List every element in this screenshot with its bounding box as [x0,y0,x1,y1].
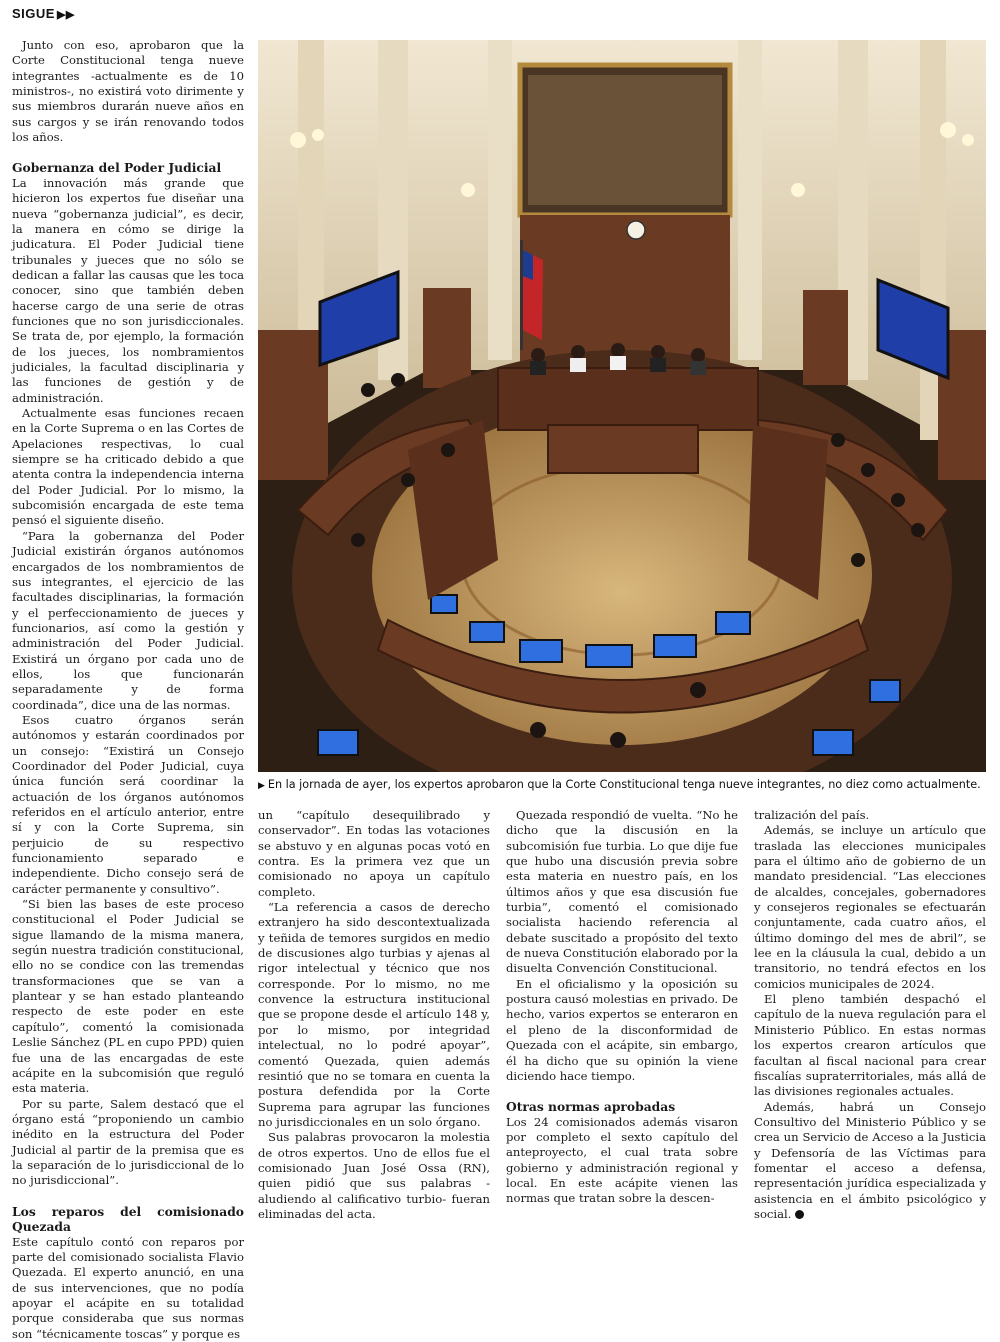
paragraph: tralización del país. [754,808,870,822]
article-column-4 [754,808,986,1222]
paragraph: Los 24 comisionados además visaron por completo el sexto capítulo del anteproyecto, el cual trata sobre gobierno y administración regional y local. En este acápite vienen las normas que tratan sobre la descen- [506,1114,738,1206]
paragraph: La innovación más grande que hicieron los expertos fue diseñar una nueva “gobernanza judicial”, es decir, la manera en cómo se dirige la judicatura. El Poder Judicial tiene tribunales y jueces que no sólo se dedican a fallar las causas que les toca conocer, sino que también deben hacerse cargo de una serie de otras funciones que no son jurisdiccionales. Se trata de, por ejemplo, la formación de los jueces, los nombramientos judiciales, la facultad disciplinaria y las funciones de gestión y de administración. [12,175,244,405]
paragraph: Además, se incluye un artículo que traslada las elecciones municipales para el último año de gobierno de un mandato presidencial. “Las elecciones de alcaldes, concejales, gobernadores y consejeros regionales se efectuarán conjuntamente, cada cuatro años, el último domingo del mes de abril”, se lee en la cláusula la cual, debido a un transitorio, no tendrá efectos en los comicios municipales de 2024. [754,823,986,991]
continue-text: SIGUE [12,6,55,21]
paragraph: Por su parte, Salem destacó que el órgano está “proponiendo un cambio inédito en la estructura del Poder Judicial al partir de la premisa que es la separación de lo jurisdiccional de lo no jurisdiccional”. [12,1096,244,1188]
caption-triangle-icon: ▶ [258,781,265,791]
end-mark-icon [795,1210,804,1219]
paragraph: Junto con eso, aprobaron que la Corte Constitucional tenga nueve integrantes -actualmente es de 10 ministros-, no existirá voto dirimente y sus miembros durarán nueve años en sus cargos y se irán renovando todos los años. [12,38,244,145]
paragraph: Actualmente esas funciones recaen en la Corte Suprema o en las Cortes de Apelaciones respectivas, lo cual siempre se ha criticado debido a que atenta contra la independencia interna del Poder Judicial. Por lo mismo, la subcomisión encargada de este tema pensó el siguiente diseño. [12,406,244,528]
subheading-otras-normas: Otras normas aprobadas [506,1099,676,1115]
article-column-2 [258,808,490,1222]
article-column-3 [506,808,738,1207]
chamber-photo [258,40,986,772]
subheading-gobernanza: Gobernanza del Poder Judicial [12,160,222,176]
paragraph: El pleno también despachó el capítulo de la nueva regulación para el Ministerio Público. En estas normas los expertos crearon artículos que facultan al fiscal nacional para crear fiscalías supraterritoriales, más allá de las divisiones regionales actuales. [754,992,986,1099]
paragraph: “Para la gobernanza del Poder Judicial existirán órganos autónomos encargados de los nombramientos de sus integrantes, el ejercicio de las facultades disciplinarias, la formación y el perfeccionamiento de jueces y funcionarios, así como la gestión y administración del Poder Judicial. Existirá un órgano por cada uno de ellos, los que funcionarán separadamente y de forma coordinada”, dice una de las normas. [12,528,244,712]
double-arrow-icon: ▶▶ [56,9,75,21]
paragraph: Este capítulo contó con reparos por parte del comisionado socialista Flavio Quezada. El experto anunció, en una de sus intervenciones, que no podía apoyar el acápite en su totalidad porque consideraba que sus normas son “técnicamente toscas” y porque es [12,1234,244,1341]
paragraph: un “capítulo desequilibrado y conservador”. En todas las votaciones se abstuvo y en algunas pocas votó en contra. Es la primera vez que un comisionado no apoya un capítulo completo. [258,808,490,899]
article-column-1 [12,38,244,1342]
subheading-reparos: Los reparos del comisionado Quezada [12,1203,244,1235]
chamber-illustration [258,40,986,772]
caption-text: En la jornada de ayer, los expertos aprobaron que la Corte Constitucional tenga nueve integrantes, no diez como actualmente. [267,778,981,791]
paragraph: Esos cuatro órganos serán autónomos y estarán coordinados por un consejo: “Existirá un Consejo Coordinador del Poder Judicial, cuya única función será coordinar la actuación de los órganos autónomos referidos en el artículo anterior, entre sí y con la Corte Suprema, sin perjuicio de su respectivo funcionamiento separado e independiente. Dicho consejo será de carácter permanente y consultivo”. [12,712,244,896]
paragraph: Quezada respondió de vuelta. “No he dicho que la discusión en la subcomisión fue turbia. Lo que dije fue que hubo una discusión previa sobre esta materia en nuestro país, en los últimos años y que esa discusión fue turbia”, comentó el comisionado socialista haciendo referencia al debate suscitado a propósito del texto de nueva Constitución elaborado por la disuelta Convención Constitucional. [506,808,738,976]
paragraph-final [754,1100,986,1223]
paragraph: “La referencia a casos de derecho extranjero ha sido descontextualizada y teñida de temores surgidos en medio de discusiones algo turbias y ajenas al rigor intelectual y técnico que nos corresponde. Por lo mismo, no me convence la estructura institucional que se propone desde el artículo 148 y, por lo mismo, por integridad intelectual, no lo podré apoyar”, comentó Quezada, quien además resintió que no se tomara en cuenta la postura defendida por la Corte Suprema para agrupar las funciones no jurisdiccionales en un solo órgano. [258,900,490,1129]
paragraph: Sus palabras provocaron la molestia de otros expertos. Uno de ellos fue el comisionado Juan José Ossa (RN), quien pidió que sus palabras -aludiendo al calificativo turbio- fueran eliminadas del acta. [258,1130,490,1221]
paragraph: “Si bien las bases de este proceso constitucional el Poder Judicial se sigue llamando de la misma manera, según nuestra tradición constitucional, ello no se condice con las tremendas transformaciones que se van a plantear y se han estado planteando respecto de este poder en este capítulo”, comentó la comisionada Leslie Sánchez (PL en cupo PPD) quien fue una de las encargadas de este acápite en la subcomisión que reguló esta materia. [12,897,244,1096]
paragraph: En el oficialismo y la oposición su postura causó molestias en privado. De hecho, varios expertos se enteraron en el pleno de la disconformidad de Quezada con el acápite, sin embargo, él ha dicho que su opinión la viene diciendo hace tiempo. [506,976,738,1083]
photo-caption [258,777,986,794]
continue-label [12,6,75,21]
final-text: Además, habrá un Consejo Consultivo del Ministerio Público y se crea un Servicio de Acceso a la Justicia y Defensoría de las Víctimas para fomentar el acceso a defensa, representación jurídica especializada y asistencia en el ámbito psicológico y social. [754,1099,986,1221]
